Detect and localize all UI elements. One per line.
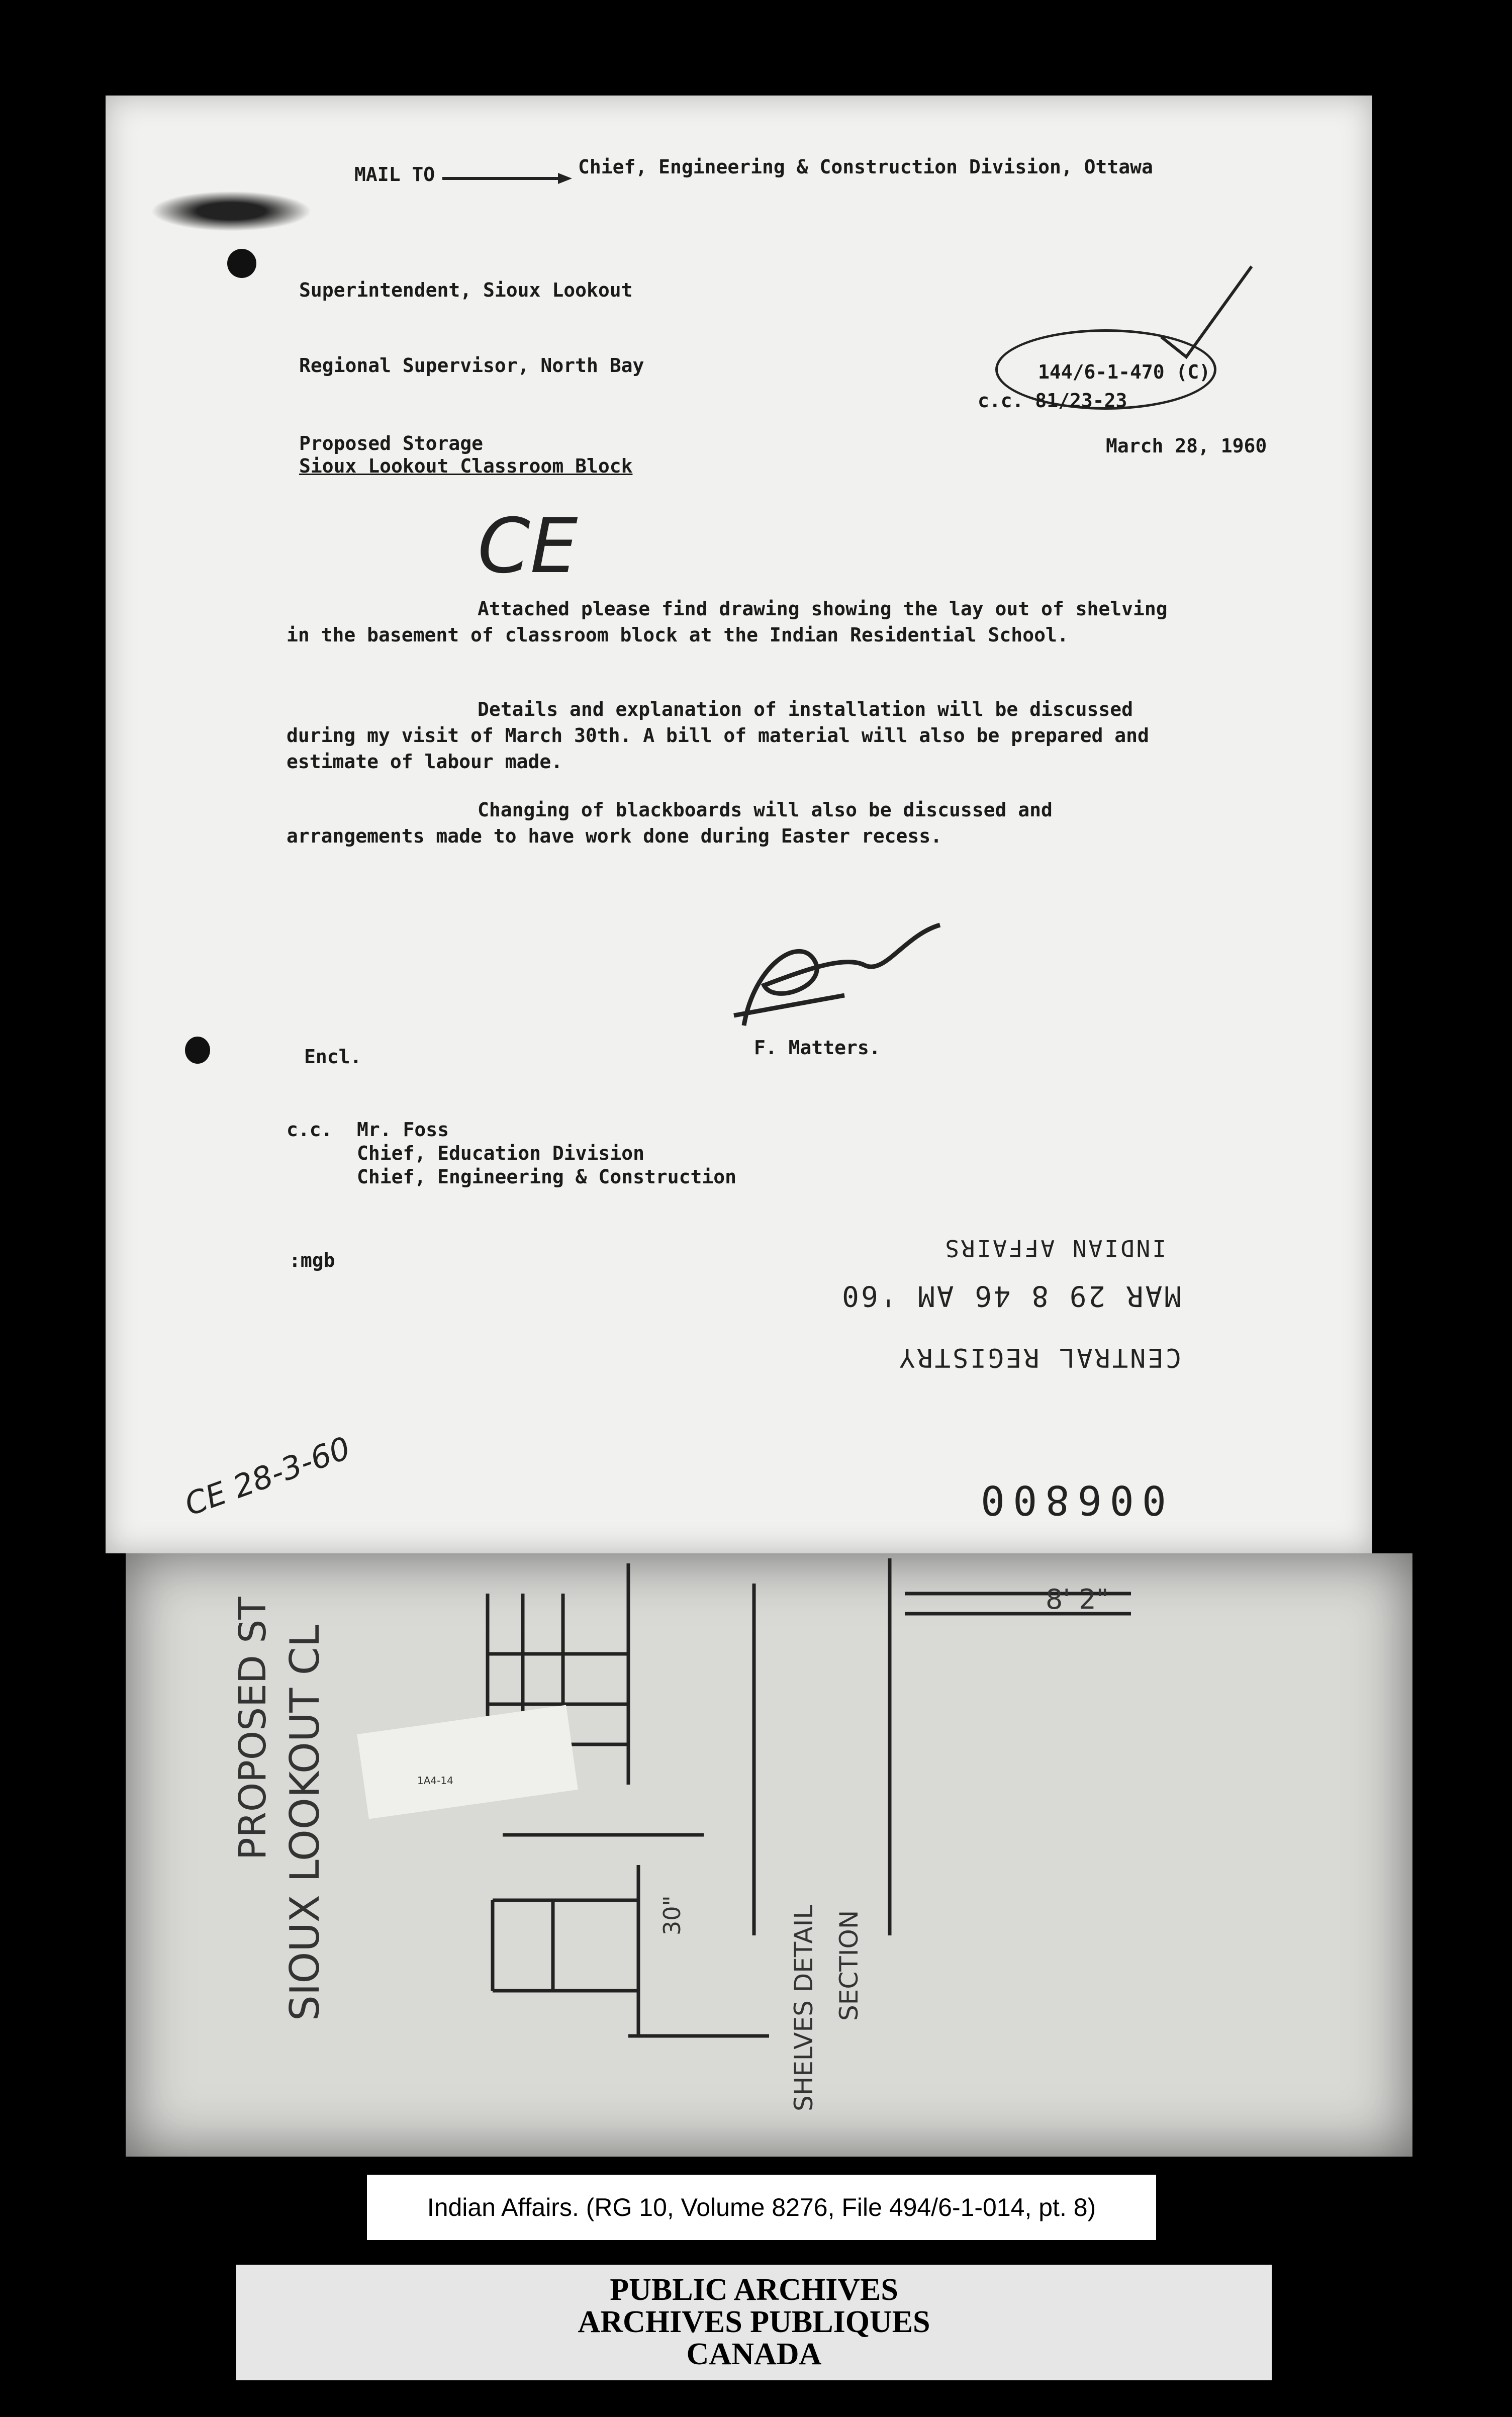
paragraph-3: Changing of blackboards will also be discussed and arrangements made to have work done during Easter recess. bbox=[287, 799, 1053, 847]
paragraph-1: Attached please find drawing showing the lay out of shelving in the basement of classroom block at the Indian Residential School. bbox=[287, 598, 1168, 646]
paragraph-2: Details and explanation of installation will be discussed during my visit of March 30th. A bill of material will also be prepared and estimate of labour made. bbox=[287, 698, 1149, 773]
registry-stamp bbox=[840, 1196, 1181, 1523]
cc-label: c.c. bbox=[287, 1119, 333, 1141]
section-label-line2: SECTION bbox=[834, 1910, 864, 2021]
from-line: Regional Supervisor, North Bay bbox=[299, 354, 644, 377]
archive-line2: ARCHIVES PUBLIQUES bbox=[578, 2305, 930, 2339]
archive-citation-label bbox=[367, 2175, 1156, 2240]
drawing-tag: 1A4-14 bbox=[417, 1775, 453, 1787]
hole-punch bbox=[227, 249, 256, 278]
stamp-number: 006800 bbox=[973, 1476, 1166, 1523]
stamp-dept: INDIAN AFFAIRS bbox=[943, 1235, 1166, 1262]
archive-citation: Indian Affairs. (RG 10, Volume 8276, File 494/6-1-014, pt. 8) bbox=[427, 2193, 1096, 2221]
signature bbox=[714, 905, 945, 1048]
handwritten-note: CE 28-3-60 bbox=[179, 1429, 355, 1523]
hole-punch bbox=[185, 1037, 210, 1064]
dimension-width: 8' 2" bbox=[1046, 1584, 1109, 1615]
stamp-registry: CENTRAL REGISTRY bbox=[897, 1342, 1181, 1372]
drawing-title-line1: PROPOSED ST bbox=[231, 1597, 274, 1860]
ink-blot bbox=[151, 191, 312, 231]
to-line: Superintendent, Sioux Lookout bbox=[299, 279, 633, 301]
mail-to-label: MAIL TO bbox=[354, 163, 435, 185]
signature-name: F. Matters. bbox=[754, 1037, 881, 1059]
subject-line1: Proposed Storage bbox=[299, 432, 484, 454]
memo-date: March 28, 1960 bbox=[1106, 435, 1267, 457]
cc-item: Mr. Foss bbox=[357, 1119, 449, 1141]
file-number: 144/6-1-470 (C) bbox=[1038, 361, 1211, 383]
stamp-datetime: MAR 29 8 46 AM '60 bbox=[840, 1279, 1181, 1312]
section-label-line1: SHELVES DETAIL bbox=[789, 1905, 818, 2111]
cc-file: c.c. 81/23-23 bbox=[978, 390, 1127, 412]
arrow-icon bbox=[442, 171, 573, 188]
cc-item: Chief, Engineering & Construction bbox=[357, 1166, 736, 1188]
handwritten-mark: CE bbox=[478, 503, 578, 590]
typist-initials: :mgb bbox=[289, 1249, 335, 1271]
subject-line2: Sioux Lookout Classroom Block bbox=[299, 455, 633, 477]
mail-to-destination: Chief, Engineering & Construction Division, Ottawa bbox=[578, 156, 1153, 178]
checkmark-icon bbox=[1156, 261, 1257, 364]
dimension-depth: 30" bbox=[658, 1895, 686, 1935]
cc-item: Chief, Education Division bbox=[357, 1142, 644, 1164]
archive-line3: CANADA bbox=[686, 2337, 822, 2371]
drawing-title-line2: SIOUX LOOKOUT CL bbox=[281, 1624, 328, 2021]
archive-stamp bbox=[236, 2265, 1272, 2380]
archive-line1: PUBLIC ARCHIVES bbox=[610, 2273, 898, 2307]
enclosure: Encl. bbox=[304, 1046, 362, 1068]
